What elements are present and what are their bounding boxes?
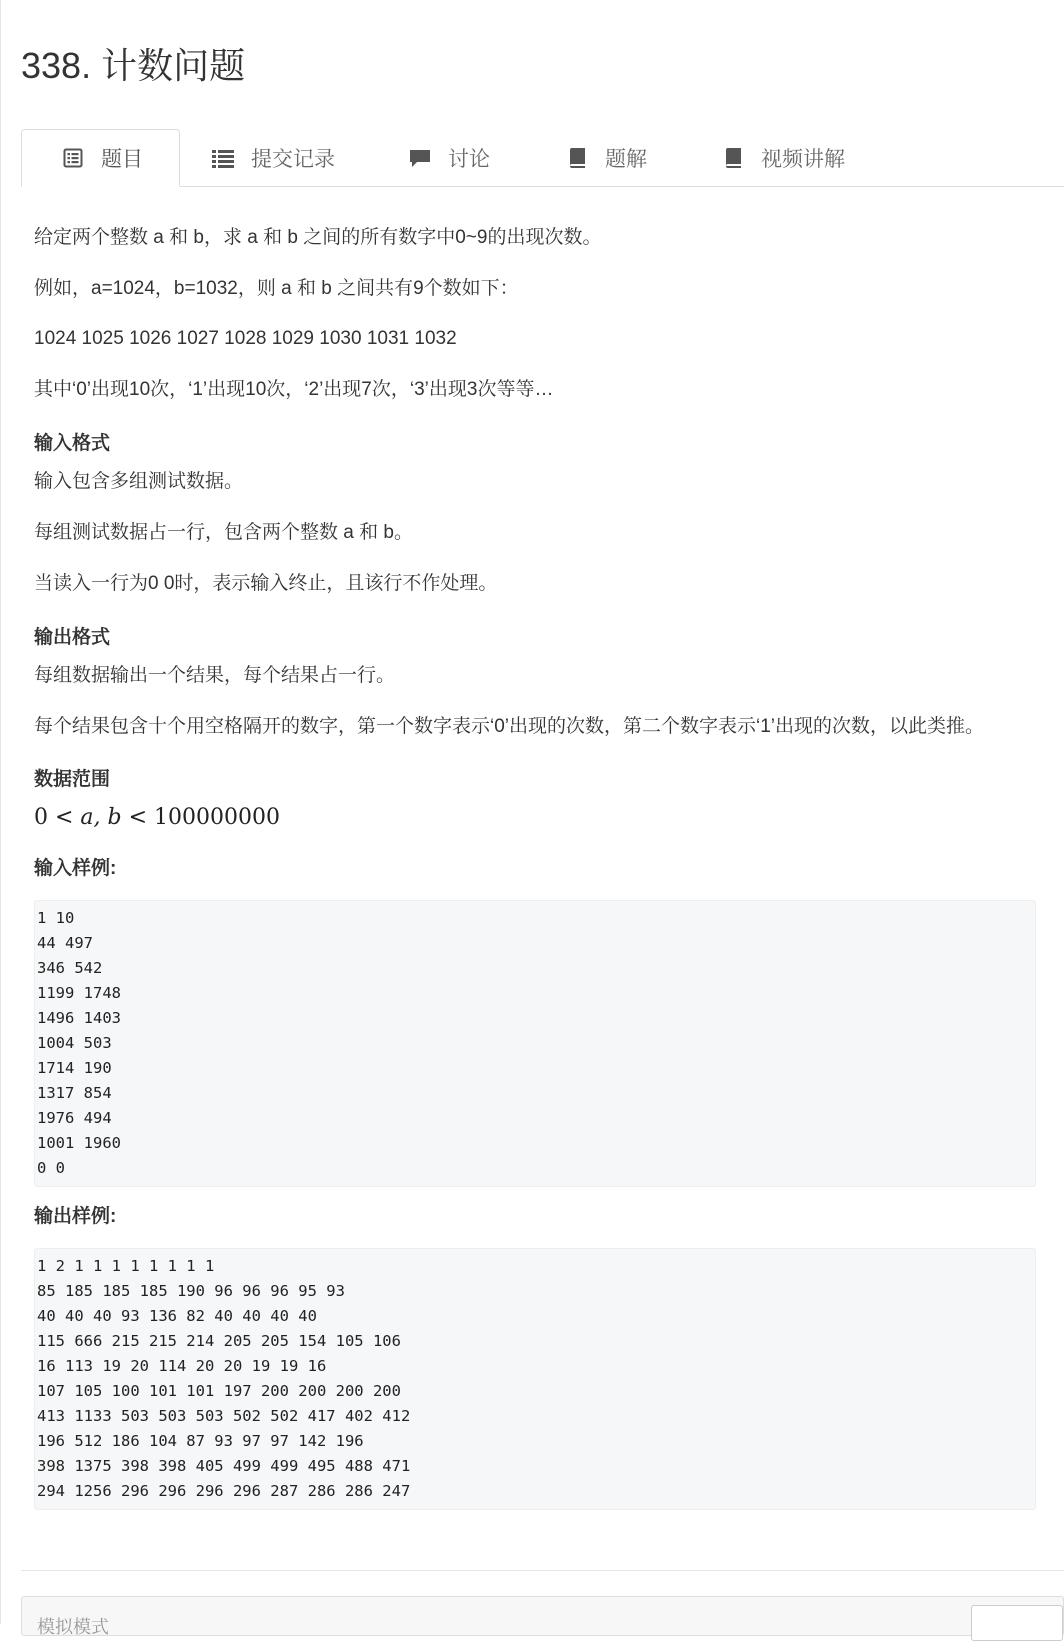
- tab-label: 讨论: [448, 147, 490, 171]
- formula-right: < 100000000: [121, 805, 281, 830]
- tab-problem[interactable]: [21, 129, 180, 187]
- data-range-heading: 数据范围: [34, 769, 111, 790]
- output-format-heading: 输出格式: [34, 627, 111, 648]
- code-line: 1001 1960: [37, 1134, 121, 1152]
- input-format-paragraph: 每组测试数据占一行，包含两个整数 a 和 b。: [34, 522, 413, 543]
- editor-panel: [21, 1596, 1064, 1636]
- description-paragraph: 其中‘0’出现10次，‘1’出现10次，‘2’出现7次，‘3’出现3次等等…: [34, 379, 554, 400]
- description-paragraph: 例如，a=1024，b=1032，则 a 和 b 之间共有9个数如下：: [34, 278, 519, 299]
- code-line: 44 497: [37, 934, 93, 952]
- list-icon: [212, 147, 234, 169]
- tab-label: 视频讲解: [761, 147, 845, 171]
- code-line: 1 2 1 1 1 1 1 1 1 1: [37, 1257, 215, 1275]
- sample-input-heading: 输入样例:: [34, 858, 117, 879]
- output-format-paragraph: 每个结果包含十个用空格隔开的数字，第一个数字表示‘0’出现的次数，第二个数字表示‘1’出现的次数，以此类推。: [34, 716, 985, 737]
- tab-label: 题解: [605, 147, 647, 171]
- comment-icon: [409, 147, 431, 169]
- code-line: 196 512 186 104 87 93 97 97 142 196: [37, 1432, 364, 1450]
- sample-output-code: [34, 1248, 1036, 1510]
- code-line: 85 185 185 185 190 96 96 96 95 93: [37, 1282, 345, 1300]
- sample-input-code: [34, 900, 1036, 1187]
- code-line: 40 40 40 93 136 82 40 40 40 40: [37, 1307, 317, 1325]
- code-line: 346 542: [37, 959, 103, 977]
- tab-discussion[interactable]: [409, 129, 490, 186]
- formula-left: 0 <: [34, 805, 81, 830]
- code-line: 115 666 215 215 214 205 205 154 105 106: [37, 1332, 401, 1350]
- code-line: 0 0: [37, 1159, 65, 1177]
- page-title: 338. 计数问题: [21, 45, 246, 86]
- input-format-paragraph: 当读入一行为0 0时，表示输入终止，且该行不作处理。: [34, 573, 498, 594]
- tab-video[interactable]: [722, 129, 845, 186]
- book-icon: [722, 147, 744, 169]
- output-format-paragraph: 每组数据输出一个结果，每个结果占一行。: [34, 665, 396, 686]
- code-line: 1496 1403: [37, 1009, 121, 1027]
- tab-label: 提交记录: [251, 147, 335, 171]
- input-format-heading: 输入格式: [34, 433, 111, 454]
- code-line: 1714 190: [37, 1059, 112, 1077]
- book-icon: [566, 147, 588, 169]
- mode-label: 模拟模式: [37, 1617, 109, 1637]
- data-range-formula: [34, 803, 280, 833]
- code-line: 398 1375 398 398 405 499 499 495 488 471: [37, 1457, 411, 1475]
- tab-submissions[interactable]: [212, 129, 335, 186]
- code-line: 1199 1748: [37, 984, 121, 1002]
- description-paragraph: 给定两个整数 a 和 b，求 a 和 b 之间的所有数字中0~9的出现次数。: [34, 227, 602, 248]
- tab-bar: [21, 129, 1064, 187]
- code-line: 1976 494: [37, 1109, 112, 1127]
- code-line: 1317 854: [37, 1084, 112, 1102]
- code-line: 16 113 19 20 114 20 20 19 19 16: [37, 1357, 327, 1375]
- sample-output-heading: 输出样例:: [34, 1206, 117, 1227]
- code-line: 107 105 100 101 101 197 200 200 200 200: [37, 1382, 401, 1400]
- code-line: 1004 503: [37, 1034, 112, 1052]
- tab-label: 题目: [101, 148, 143, 171]
- list-alt-icon: [62, 147, 84, 169]
- description-paragraph: 1024 1025 1026 1027 1028 1029 1030 1031 1032: [34, 328, 457, 349]
- code-line: 1 10: [37, 909, 75, 927]
- input-format-paragraph: 输入包含多组测试数据。: [34, 471, 244, 492]
- formula-vars: a, b: [80, 805, 122, 830]
- divider: [21, 1570, 1064, 1571]
- mode-select[interactable]: [971, 1605, 1063, 1641]
- code-line: 413 1133 503 503 503 502 502 417 402 412: [37, 1407, 411, 1425]
- code-line: 294 1256 296 296 296 296 287 286 286 247: [37, 1482, 411, 1500]
- tab-solutions[interactable]: [566, 129, 647, 186]
